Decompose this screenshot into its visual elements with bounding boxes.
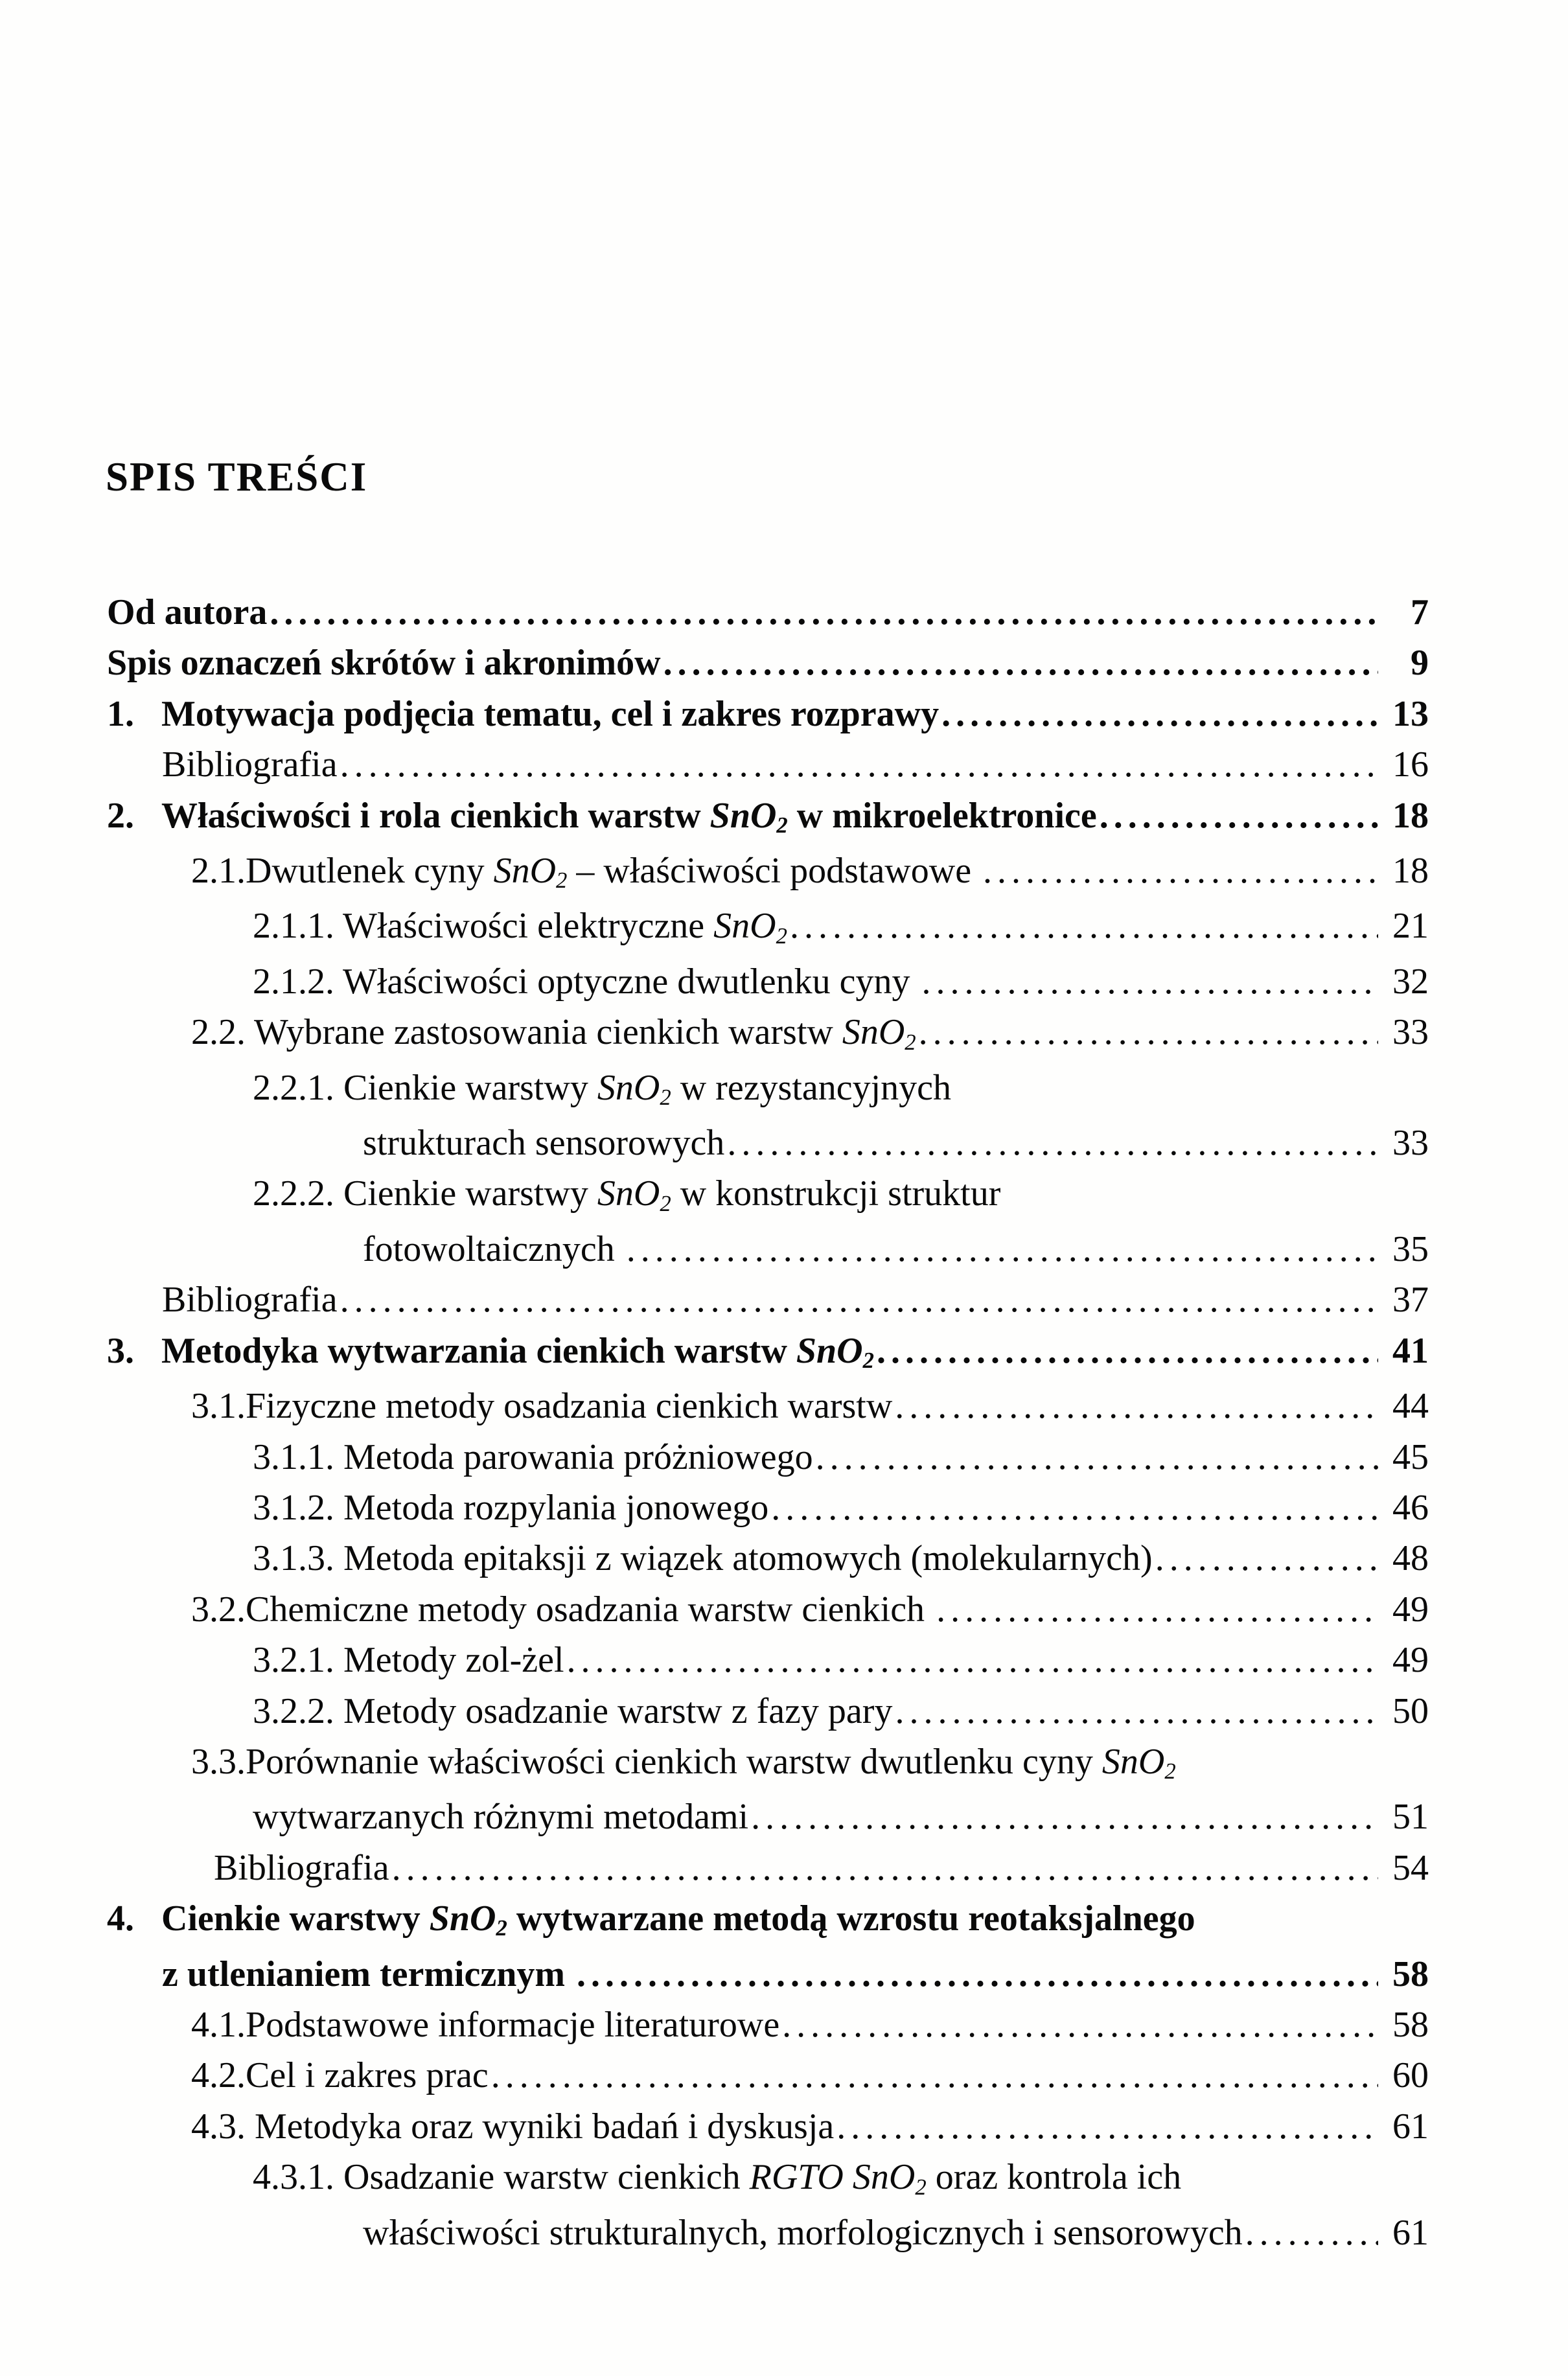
formula-fragment: 2 — [496, 1915, 507, 1941]
page-number: 45 — [1392, 1436, 1429, 1477]
formula-fragment: RGTO — [749, 2157, 853, 2198]
page-number: 49 — [1392, 1589, 1429, 1630]
formula-fragment: 2 — [862, 1348, 874, 1374]
dot-leader — [895, 1381, 1378, 1431]
toc-entry-text — [191, 2101, 834, 2152]
toc-row — [107, 638, 1429, 688]
dot-leader — [922, 956, 1378, 1007]
formula-fragment: 2 — [660, 1084, 671, 1110]
toc-row — [107, 1063, 1429, 1118]
entry-label: wytwarzane metodą wzrostu reotaksjalnego — [507, 1898, 1195, 1939]
toc-row — [107, 1949, 1429, 2000]
dot-leader — [919, 1007, 1378, 1057]
toc-row — [107, 1893, 1429, 1948]
page-number: 16 — [1392, 744, 1429, 785]
toc-row — [107, 790, 1429, 846]
page-number: 33 — [1392, 1012, 1429, 1053]
toc-row — [107, 1432, 1429, 1482]
entry-label: w konstrukcji struktur — [671, 1173, 1001, 1214]
entry-label: 3.1.3. Metoda epitaksji z wiązek atomowych (molekularnych) — [253, 1538, 1153, 1579]
toc-entry-text — [253, 1432, 813, 1482]
toc-entry-text — [253, 1168, 1000, 1223]
toc-row — [107, 1224, 1429, 1275]
toc-entry-text — [191, 846, 980, 901]
entry-label: 4.3.1. Osadzanie warstw cienkich — [253, 2157, 750, 2198]
dot-leader — [895, 1686, 1378, 1736]
formula-fragment: 2 — [776, 923, 787, 949]
toc-row — [107, 2050, 1429, 2101]
entry-label: – właściwości podstawowe — [567, 851, 981, 892]
toc-entry-text — [253, 1533, 1153, 1584]
dot-leader — [936, 1584, 1378, 1635]
entry-label: 3.1.1. Metoda parowania próżniowego — [253, 1436, 813, 1477]
dot-leader — [627, 1224, 1378, 1275]
entry-label: Cienkie warstwy — [161, 1898, 430, 1939]
toc-entry-text — [107, 587, 267, 638]
page-number: 58 — [1392, 1954, 1429, 1994]
toc-entry-text — [107, 1893, 1195, 1948]
page-number: 51 — [1392, 1797, 1429, 1838]
toc-entry-text — [162, 739, 338, 790]
entry-label: 3.2.1. Metody zol-żel — [253, 1640, 564, 1681]
dot-leader — [577, 1949, 1378, 2000]
dot-leader — [270, 587, 1378, 638]
toc-entry-text — [191, 1007, 916, 1062]
page-number: 61 — [1392, 2106, 1429, 2147]
entry-label: 3.1.2. Metoda rozpylania jonowego — [253, 1487, 769, 1528]
toc-entry-text — [107, 1326, 874, 1381]
toc-entry-text — [363, 1118, 724, 1168]
page-number: 37 — [1392, 1280, 1429, 1321]
toc-entry-text — [253, 1482, 768, 1533]
toc-list — [107, 587, 1429, 2258]
entry-label: 3.2.Chemiczne metody osadzania warstw cienkich — [191, 1589, 934, 1630]
entry-label: Spis oznaczeń skrótów i akronimów — [107, 643, 661, 684]
formula-fragment: 2 — [660, 1190, 671, 1216]
formula-fragment: SnO — [796, 1330, 863, 1371]
entry-label: Bibliografia — [214, 1847, 389, 1888]
formula-fragment: SnO — [597, 1067, 660, 1108]
entry-label: Bibliografia — [162, 1280, 338, 1321]
page-number: 18 — [1392, 795, 1429, 836]
entry-label: w mikroelektronice — [787, 795, 1097, 836]
page-number: 49 — [1392, 1640, 1429, 1681]
dot-leader — [1245, 2208, 1378, 2258]
formula-fragment: 2 — [1164, 1759, 1176, 1784]
formula-fragment: SnO — [493, 851, 557, 892]
dot-leader — [491, 2050, 1378, 2101]
formula-fragment: 2 — [915, 2174, 927, 2200]
entry-label: 2.1.2. Właściwości optyczne dwutlenku cyny — [253, 961, 919, 1002]
dot-leader — [782, 2000, 1378, 2050]
chapter-number: 1. — [107, 693, 134, 734]
toc-row — [107, 1584, 1429, 1635]
toc-row — [107, 1381, 1429, 1431]
toc-entry-text — [363, 2208, 1243, 2258]
toc-entry-text — [253, 1063, 951, 1118]
toc-row — [107, 2152, 1429, 2207]
entry-label: Motywacja podjęcia tematu, cel i zakres rozprawy — [161, 693, 940, 734]
toc-entry-text — [253, 956, 919, 1007]
toc-entry-text — [191, 1584, 934, 1635]
page-number: 58 — [1392, 2004, 1429, 2045]
entry-label: właściwości strukturalnych, morfologicznych i sensorowych — [363, 2212, 1243, 2253]
page-number: 35 — [1392, 1228, 1429, 1269]
entry-label: oraz kontrola ich — [926, 2157, 1182, 2198]
entry-label: w rezystancyjnych — [671, 1067, 952, 1108]
page-number: 54 — [1392, 1847, 1429, 1888]
toc-row — [107, 1007, 1429, 1062]
page-number: 21 — [1392, 906, 1429, 947]
toc-row — [107, 901, 1429, 956]
dot-leader — [392, 1843, 1378, 1893]
toc-row — [107, 846, 1429, 901]
toc-row — [107, 1533, 1429, 1584]
toc-entry-text — [191, 2000, 779, 2050]
entry-label: 4.1.Podstawowe informacje literaturowe — [191, 2004, 780, 2045]
dot-leader — [941, 689, 1378, 739]
toc-entry-text — [253, 1686, 892, 1736]
toc-entry-text — [107, 689, 939, 739]
page-number: 18 — [1392, 851, 1429, 892]
dot-leader — [790, 901, 1378, 951]
page-number: 50 — [1392, 1690, 1429, 1731]
toc-entry-text — [191, 1736, 1176, 1792]
page-number: 46 — [1392, 1487, 1429, 1528]
dot-leader — [340, 739, 1378, 790]
entry-label: 3.3.Porównanie właściwości cienkich warstw dwutlenku cyny — [191, 1741, 1102, 1782]
toc-row — [107, 1736, 1429, 1792]
toc-row — [107, 1275, 1429, 1325]
dot-leader — [1155, 1533, 1378, 1584]
formula-fragment: 2 — [905, 1029, 916, 1055]
dot-leader — [771, 1482, 1378, 1533]
dot-leader — [751, 1792, 1378, 1842]
toc-entry-text — [107, 638, 661, 688]
page-number: 61 — [1392, 2212, 1429, 2253]
toc-entry-text — [253, 1635, 564, 1685]
toc-entry-text — [107, 790, 1097, 846]
entry-label: fotowoltaicznych — [363, 1228, 624, 1269]
dot-leader — [877, 1326, 1378, 1376]
toc-row — [107, 1843, 1429, 1893]
toc-row — [107, 689, 1429, 739]
formula-fragment: SnO — [842, 1012, 905, 1053]
entry-label: Bibliografia — [162, 744, 338, 785]
toc-entry-text — [191, 2050, 489, 2101]
toc-row — [107, 2208, 1429, 2258]
formula-fragment: 2 — [556, 868, 568, 894]
toc-row — [107, 1686, 1429, 1736]
toc-entry-text — [191, 1381, 892, 1431]
toc-row — [107, 1482, 1429, 1533]
formula-fragment: SnO — [713, 906, 776, 947]
page-number: 44 — [1392, 1386, 1429, 1427]
page-number: 13 — [1392, 693, 1429, 734]
toc-row — [107, 2101, 1429, 2152]
chapter-number: 4. — [107, 1898, 134, 1939]
entry-label: 2.2.1. Cienkie warstwy — [253, 1067, 597, 1108]
toc-entry-text — [162, 1275, 338, 1325]
entry-label: 2.2. Wybrane zastosowania cienkich warstw — [191, 1012, 842, 1053]
entry-label: 2.2.2. Cienkie warstwy — [253, 1173, 597, 1214]
entry-label: z utlenianiem termicznym — [162, 1954, 575, 1994]
toc-row — [107, 587, 1429, 638]
entry-label: 2.1.Dwutlenek cyny — [191, 851, 494, 892]
toc-row — [107, 1326, 1429, 1381]
entry-label: Metodyka wytwarzania cienkich warstw — [161, 1330, 796, 1371]
page-number: 9 — [1411, 643, 1429, 684]
toc-entry-text — [162, 1949, 574, 2000]
entry-label: 2.1.1. Właściwości elektryczne — [253, 906, 714, 947]
formula-fragment: SnO — [429, 1898, 496, 1939]
page-number: 48 — [1392, 1538, 1429, 1579]
entry-label: 4.3. Metodyka oraz wyniki badań i dyskusja — [191, 2106, 835, 2147]
page-number: 60 — [1392, 2055, 1429, 2096]
toc-entry-text — [214, 1843, 389, 1893]
dot-leader — [1100, 790, 1378, 841]
entry-label: 3.2.2. Metody osadzanie warstw z fazy pary — [253, 1690, 893, 1731]
formula-fragment: SnO — [1101, 1741, 1165, 1782]
dot-leader — [836, 2101, 1378, 2152]
entry-label: wytwarzanych różnymi metodami — [253, 1797, 749, 1838]
entry-label: Od autora — [107, 592, 268, 632]
formula-fragment: SnO — [709, 795, 777, 836]
entry-label: 3.1.Fizyczne metody osadzania cienkich warstw — [191, 1386, 893, 1427]
chapter-number: 3. — [107, 1330, 134, 1371]
chapter-number: 2. — [107, 795, 134, 836]
page-number: 41 — [1392, 1330, 1429, 1371]
toc-row — [107, 2000, 1429, 2050]
toc-entry-text — [363, 1224, 624, 1275]
formula-fragment: 2 — [776, 812, 788, 838]
dot-leader — [340, 1275, 1378, 1325]
entry-label: 4.2.Cel i zakres prac — [191, 2055, 489, 2096]
entry-label: strukturach sensorowych — [363, 1123, 725, 1164]
toc-entry-text — [253, 1792, 748, 1842]
toc-row — [107, 1168, 1429, 1223]
toc-row — [107, 739, 1429, 790]
page-number: 32 — [1392, 961, 1429, 1002]
page-number: 33 — [1392, 1123, 1429, 1164]
formula-fragment: SnO — [597, 1173, 660, 1214]
page-title: SPIS TREŚCI — [106, 454, 368, 500]
dot-leader — [727, 1118, 1378, 1168]
toc-row — [107, 1635, 1429, 1685]
page-number: 7 — [1411, 592, 1429, 632]
entry-label: Właściwości i rola cienkich warstw — [161, 795, 710, 836]
toc-row — [107, 956, 1429, 1007]
formula-fragment: SnO — [852, 2157, 916, 2198]
dot-leader — [816, 1432, 1378, 1482]
dot-leader — [567, 1635, 1378, 1685]
toc-row — [107, 1792, 1429, 1842]
dot-leader — [983, 846, 1378, 896]
toc-row — [107, 1118, 1429, 1168]
toc-entry-text — [253, 2152, 1181, 2207]
toc-entry-text — [253, 901, 787, 956]
dot-leader — [663, 638, 1378, 688]
